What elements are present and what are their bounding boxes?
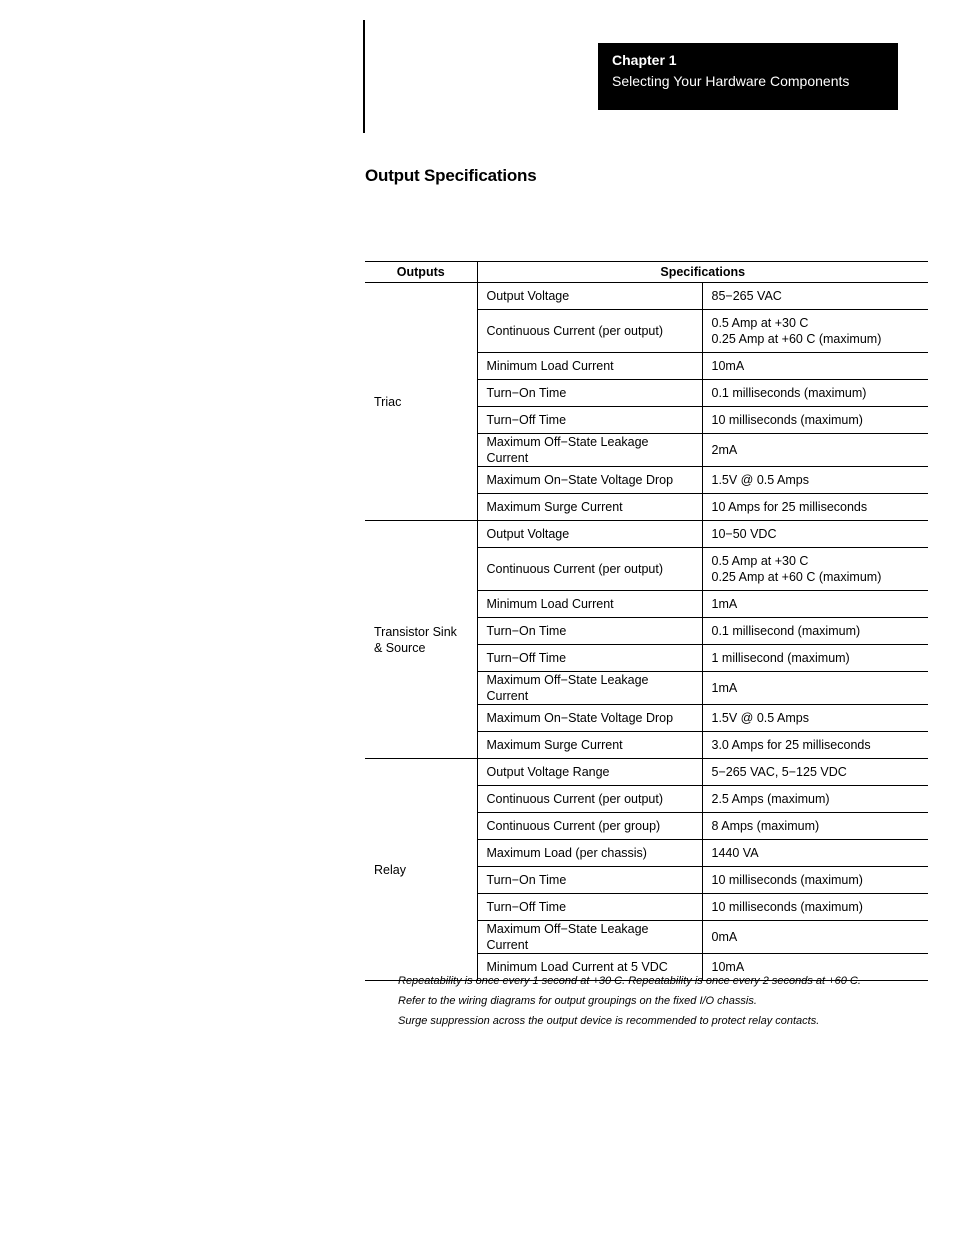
spec-name-cell: Maximum Surge Current [477,494,702,521]
spec-name-cell: Maximum Off−State Leakage Current [477,921,702,954]
spec-name-cell: Continuous Current (per output) [477,786,702,813]
spec-value-line: 1 millisecond (maximum) [711,651,850,665]
spec-value-cell [702,759,928,786]
spec-value-cell [702,494,928,521]
spec-value-cell [702,467,928,494]
output-type-cell: Relay [365,759,477,981]
spec-name-cell: Turn−Off Time [477,407,702,434]
output-type-cell: Transistor Sink & Source [365,521,477,759]
spec-value-cell [702,434,928,467]
spec-value-line: 10mA [711,359,745,373]
spec-value-line: 10 milliseconds (maximum) [711,413,863,427]
spec-value-cell [702,732,928,759]
footnote: Surge suppression across the output device is recommended to protect relay contacts. [398,1015,820,1027]
spec-value-cell [702,521,928,548]
spec-value-cell [702,645,928,672]
table-row [365,759,928,786]
spec-value-cell [702,591,928,618]
spec-name-cell: Turn−On Time [477,618,702,645]
spec-value-cell [702,380,928,407]
spec-value-line: 0.1 milliseconds (maximum) [711,386,867,400]
spec-value-line: 0.25 Amp at +60 C (maximum) [711,570,882,584]
spec-value-cell [702,867,928,894]
output-type-cell: Triac [365,283,477,521]
chapter-header [598,43,898,110]
spec-value-cell [702,705,928,732]
spec-value-line: 85−265 VAC [711,289,782,303]
spec-value-cell [702,353,928,380]
spec-name-cell: Minimum Load Current at 5 VDC [477,954,702,981]
spec-name-cell: Output Voltage [477,521,702,548]
spec-value-line: 2.5 Amps (maximum) [711,792,830,806]
table-header-row [365,262,928,283]
output-spec-table [365,261,928,981]
spec-value-cell [702,840,928,867]
header-specifications: Specifications [477,262,928,283]
spec-value-line: 1mA [711,681,738,695]
spec-name-cell: Output Voltage [477,283,702,310]
spec-value-cell [702,407,928,434]
spec-value-line: 10−50 VDC [711,527,777,541]
spec-name-cell: Turn−On Time [477,867,702,894]
spec-value-line: 2mA [711,443,738,457]
chapter-number: Chapter 1 [612,52,677,68]
spec-value-cell [702,548,928,591]
spec-value-line: 10 milliseconds (maximum) [711,900,863,914]
chapter-title: Selecting Your Hardware Components [612,73,850,89]
spec-value-line: 5−265 VAC, 5−125 VDC [711,765,847,779]
spec-value-line: 10 Amps for 25 milliseconds [711,500,868,514]
table-row [365,521,928,548]
spec-name-cell: Maximum Load (per chassis) [477,840,702,867]
spec-value-line: 0.1 millisecond (maximum) [711,624,861,638]
table-row [365,283,928,310]
spec-name-cell: Minimum Load Current [477,353,702,380]
footnote: Repeatability is once every 1 second at +30 C. Repeatability is once every 2 seconds at +60 C. [398,975,861,987]
spec-value-cell [702,894,928,921]
spec-value-line: 1.5V @ 0.5 Amps [711,473,809,487]
margin-rule [363,20,365,133]
spec-name-cell: Maximum On−State Voltage Drop [477,467,702,494]
header-outputs: Outputs [365,262,477,283]
spec-name-cell: Maximum Off−State Leakage Current [477,672,702,705]
spec-value-line: 0mA [711,930,738,944]
spec-name-cell: Continuous Current (per output) [477,548,702,591]
spec-name-cell: Maximum Surge Current [477,732,702,759]
spec-name-cell: Turn−Off Time [477,894,702,921]
spec-value-cell [702,672,928,705]
spec-name-cell: Minimum Load Current [477,591,702,618]
spec-value-line: 1.5V @ 0.5 Amps [711,711,809,725]
spec-value-line: 0.5 Amp at +30 C [711,316,809,330]
spec-value-cell [702,283,928,310]
table-body [365,283,928,981]
spec-value-line: 8 Amps (maximum) [711,819,820,833]
spec-name-cell: Maximum Off−State Leakage Current [477,434,702,467]
spec-value-line: 0.25 Amp at +60 C (maximum) [711,332,882,346]
spec-value-line: 10mA [711,960,745,974]
spec-name-cell: Maximum On−State Voltage Drop [477,705,702,732]
spec-name-cell: Output Voltage Range [477,759,702,786]
spec-value-cell [702,813,928,840]
spec-value-line: 10 milliseconds (maximum) [711,873,863,887]
spec-value-cell [702,921,928,954]
footnotes [398,971,918,1031]
spec-name-cell: Continuous Current (per group) [477,813,702,840]
spec-name-cell: Turn−On Time [477,380,702,407]
spec-name-cell: Turn−Off Time [477,645,702,672]
spec-name-cell: Continuous Current (per output) [477,310,702,353]
spec-value-cell [702,310,928,353]
spec-value-line: 1440 VA [711,846,759,860]
footnote: Refer to the wiring diagrams for output groupings on the fixed I/O chassis. [398,995,757,1007]
spec-value-line: 0.5 Amp at +30 C [711,554,809,568]
spec-value-line: 3.0 Amps for 25 milliseconds [711,738,871,752]
spec-value-line: 1mA [711,597,738,611]
spec-value-cell [702,786,928,813]
spec-value-cell [702,618,928,645]
section-title: Output Specifications [365,166,537,185]
